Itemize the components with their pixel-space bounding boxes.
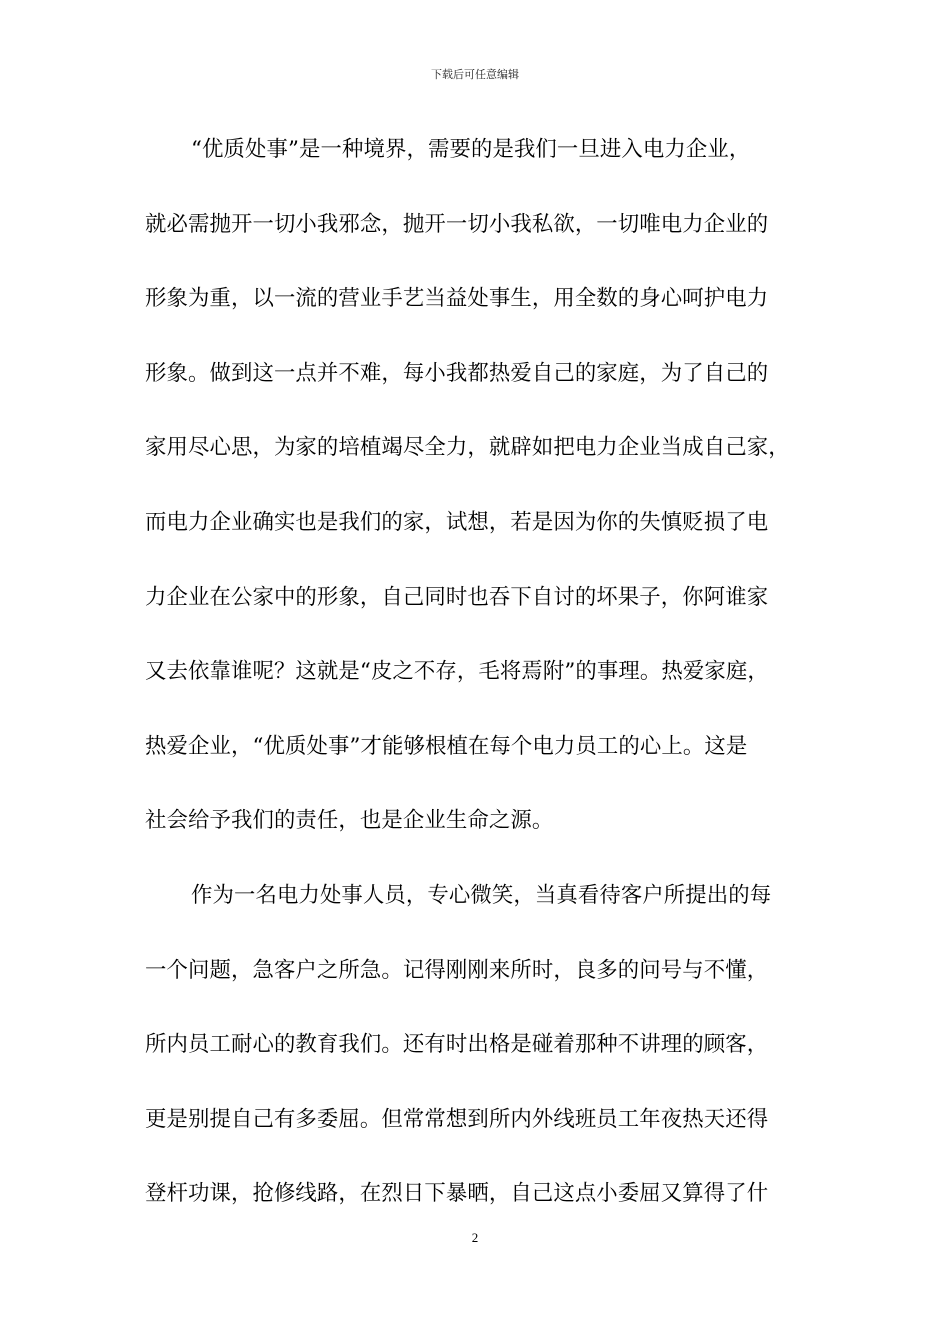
paragraph-line: 作为一名电力处事人员，专心微笑，当真看待客户所提出的每 <box>191 882 772 908</box>
paragraph-line: 所内员工耐心的教育我们。还有时出格是碰着那种不讲理的顾客， <box>145 1032 769 1058</box>
paragraph-line: 一个问题，急客户之所急。记得刚刚来所时，良多的问号与不懂， <box>145 957 769 983</box>
paragraph-line: 热爱企业，“优质处事”才能够根植在每个电力员工的心上。这是 <box>145 733 748 759</box>
page-number: 2 <box>471 1230 479 1245</box>
paragraph-line: 力企业在公家中的形象，自己同时也吞下自讨的坏果子，你阿谁家 <box>145 584 769 610</box>
paragraph-line: 形象为重，以一流的营业手艺当益处事生，用全数的身心呵护电力 <box>145 286 769 312</box>
paragraph-line: 社会给予我们的责任，也是企业生命之源。 <box>145 808 554 834</box>
paragraph-line: 而电力企业确实也是我们的家，试想，若是因为你的失慎贬损了电 <box>145 509 769 535</box>
paragraph-line: 家用尽心思，为家的培植竭尽全力，就辟如把电力企业当成自己家， <box>145 435 790 461</box>
paragraph-line: “优质处事”是一种境界，需要的是我们一旦进入电力企业， <box>191 137 751 162</box>
paragraph-line: 又去依靠谁呢？这就是“皮之不存，毛将焉附”的事理。热爱家庭， <box>145 659 769 685</box>
paragraph-line: 形象。做到这一点并不难，每小我都热爱自己的家庭，为了自己的 <box>145 360 769 386</box>
body-text <box>145 128 805 1247</box>
paragraph-line: 就必需抛开一切小我邪念，抛开一切小我私欲，一切唯电力企业的 <box>145 211 769 237</box>
paragraph-line: 更是别提自己有多委屈。但常常想到所内外线班员工年夜热天还得 <box>145 1106 769 1132</box>
paragraph-line: 登杆功课，抢修线路，在烈日下暴晒，自己这点小委屈又算得了什 <box>145 1181 769 1207</box>
page-header: 下载后可任意编辑 <box>431 68 519 81</box>
